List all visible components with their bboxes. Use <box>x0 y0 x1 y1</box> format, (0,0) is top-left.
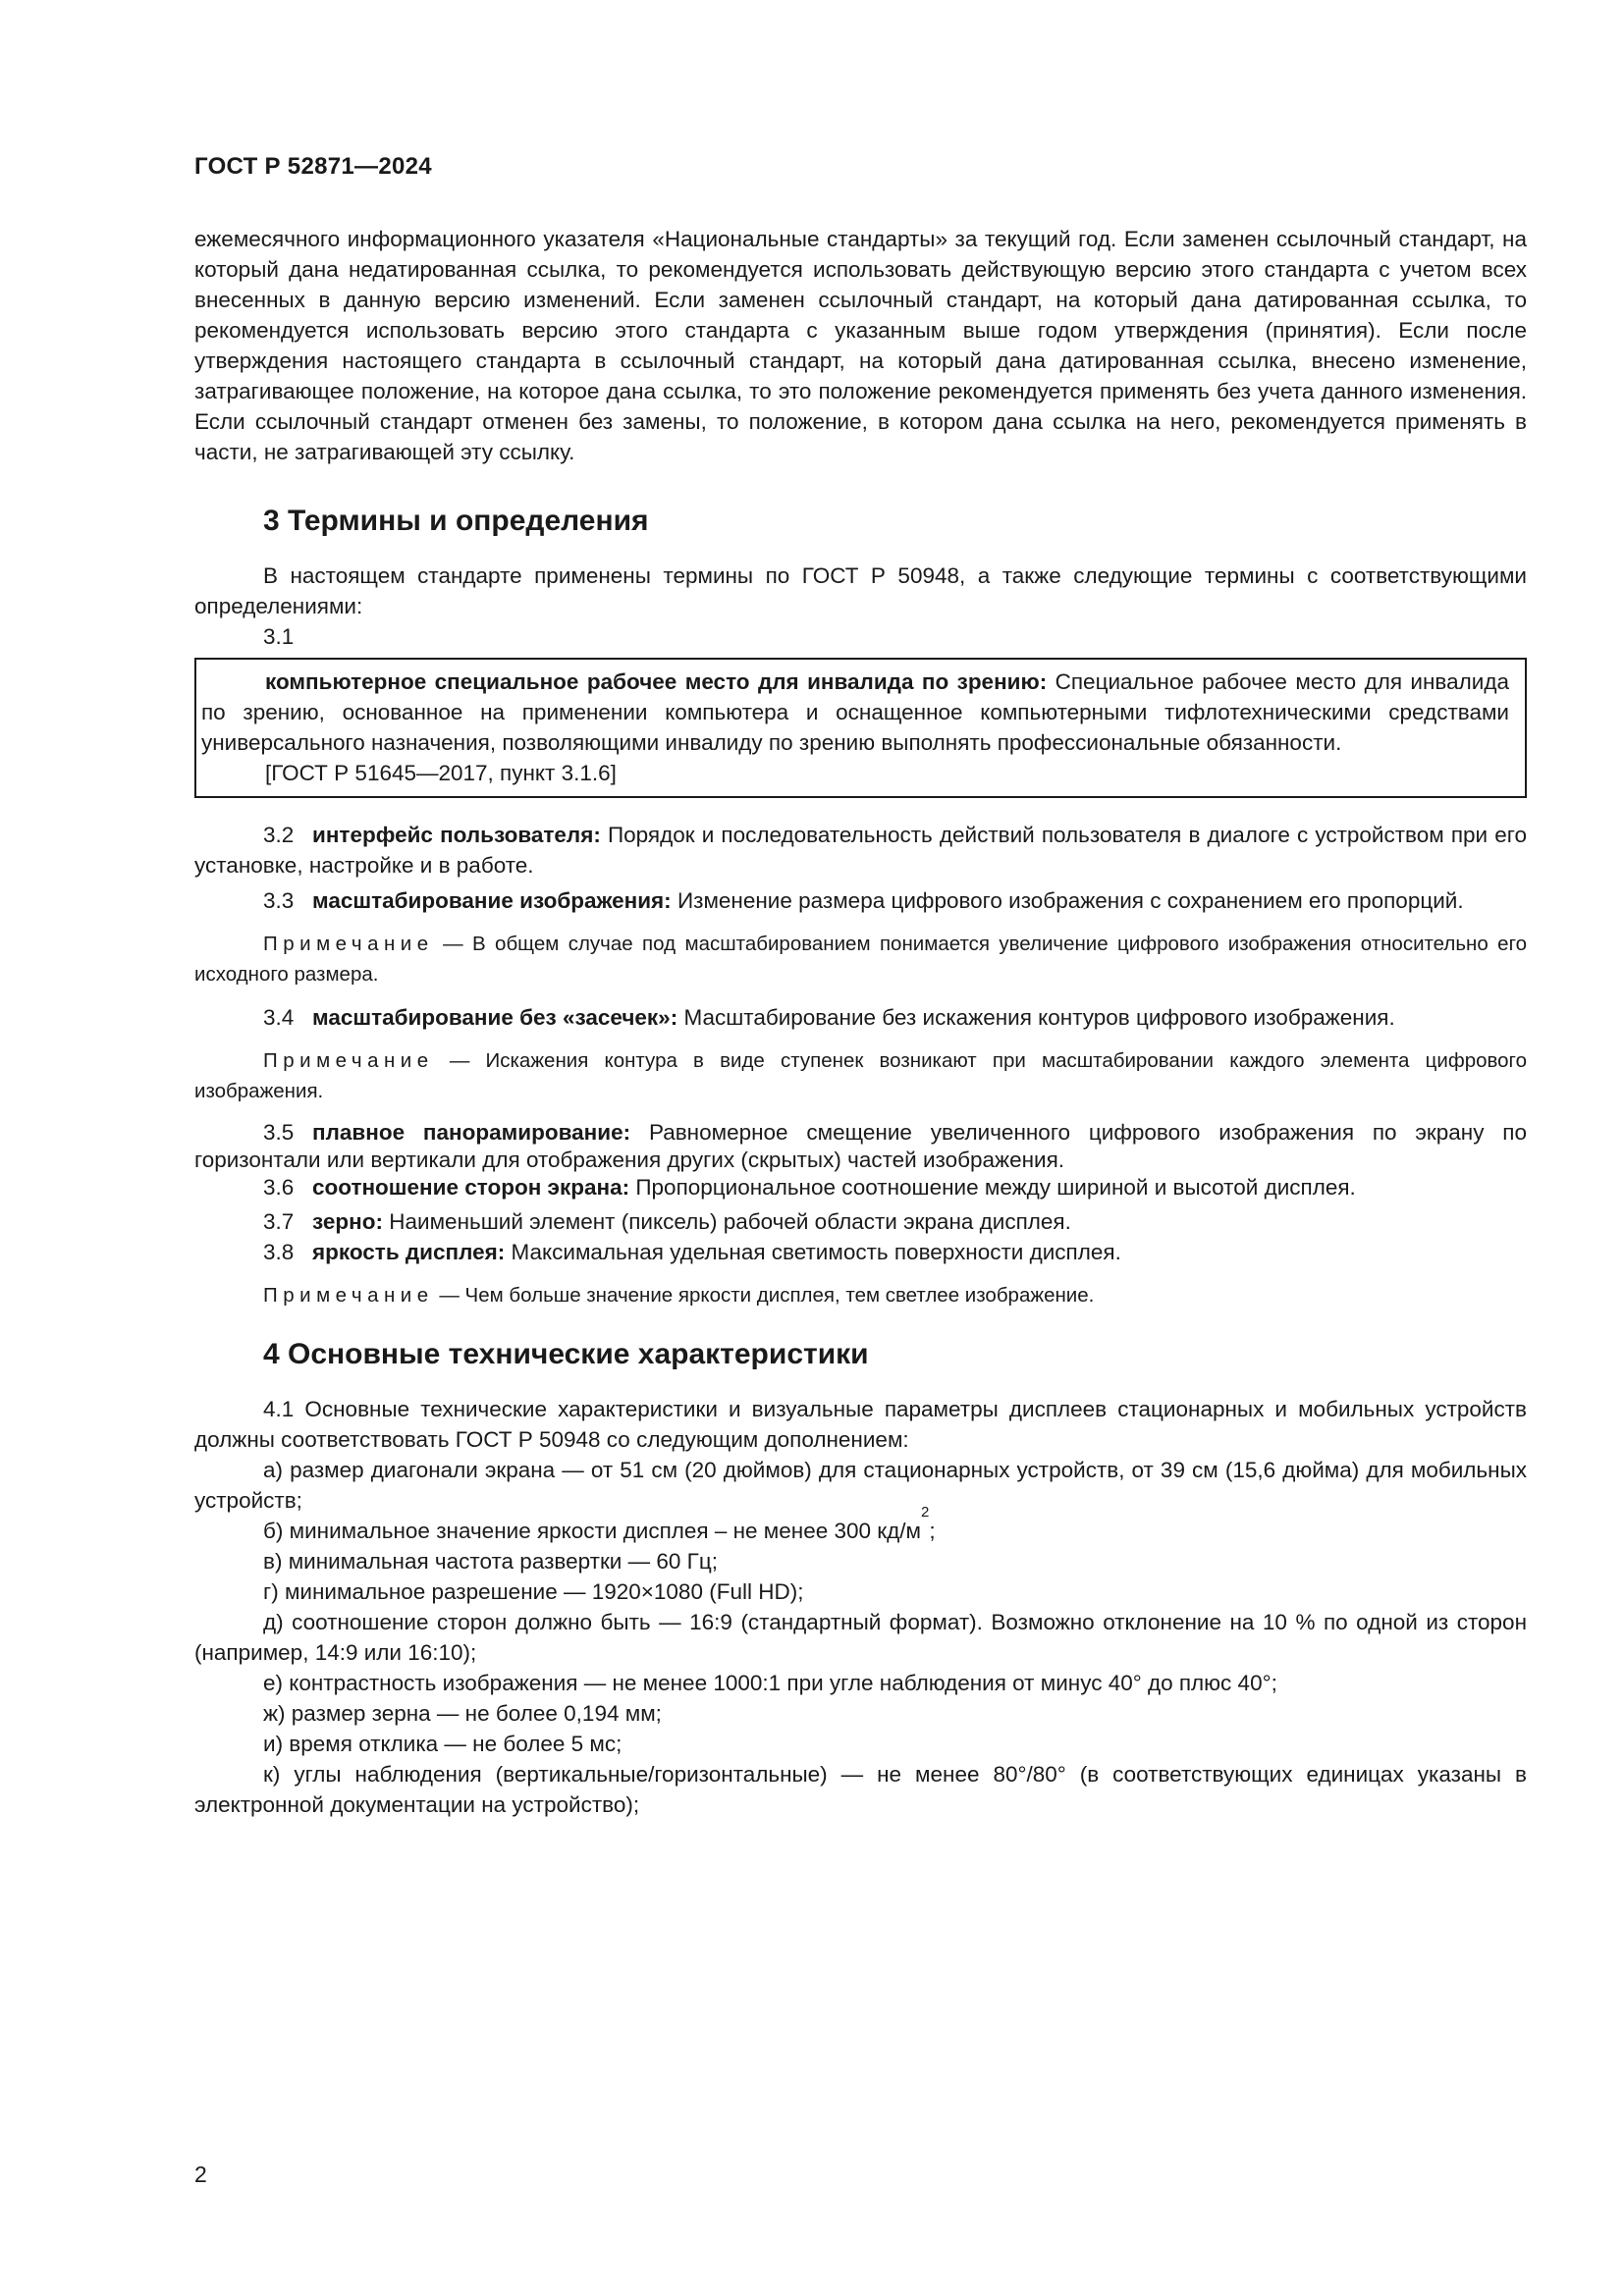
list-item: в) минимальная частота развертки — 60 Гц; <box>263 1549 718 1574</box>
page-number: 2 <box>194 2162 207 2187</box>
list-item: и) время отклика — не более 5 мс; <box>263 1732 623 1756</box>
note-label: Примечание <box>263 1049 434 1072</box>
term-name: соотношение сторон экрана: <box>312 1175 630 1200</box>
list-item: ж) размер зерна — не более 0,194 мм; <box>263 1701 662 1726</box>
list-item: е) контрастность изображения — не менее 1000:1 при угле наблюдения от минус 40° до плюс 40°; <box>263 1671 1277 1695</box>
term-number: 3.3 <box>263 888 295 913</box>
term-name: зерно: <box>312 1209 383 1234</box>
document-code-header: ГОСТ Р 52871—2024 <box>194 153 432 180</box>
term-3-2 <box>194 820 1527 881</box>
term-number: 3.5 <box>263 1120 295 1145</box>
superscript: 2 <box>920 1504 930 1521</box>
intro-paragraph: ежемесячного информационного указателя «Национальные стандарты» за текущий год. Если заменен ссылочный стандарт, на который дана недатированная ссылка, то рекомендуется использовать действующую версию этого стандарта с учетом всех внесенных в данную версию изменений. Если заменен ссылочный стандарт, на который дана датированная ссылка, то рекомендуется использовать версию этого стандарта с указанным выше годом утверждения (принятия). Если после утверждения настоящего стандарта в ссылочный стандарт, на который дана датированная ссылка, внесено изменение, затрагивающее положение, на которое дана ссылка, то это положение рекомендуется применять без учета данного изменения. Если ссылочный стандарт отменен без замены, то положение, в котором дана ссылка на него, рекомендуется применять в части, не затрагивающей эту ссылку. <box>194 227 1527 464</box>
term-3-1-text <box>201 667 1509 758</box>
term-name: масштабирование изображения: <box>312 888 672 913</box>
term-number: 3.6 <box>263 1175 295 1200</box>
section-3-intro: В настоящем стандарте применены термины по ГОСТ Р 50948, а также следующие термины с соответствующими определениями: <box>194 563 1527 618</box>
term-3-8-note <box>194 1280 1527 1310</box>
term-3-3 <box>194 885 1527 916</box>
term-3-3-note <box>194 929 1527 989</box>
list-item-text: б) минимальное значение яркости дисплея – не менее 300 кд/м <box>263 1519 921 1543</box>
term-definition: Равномерное смещение увеличенного цифрового изображения по экрану по горизонтали или вертикали для отображения других (скрытых) частей изображения. <box>194 1120 1527 1172</box>
list-item: к) углы наблюдения (вертикальные/горизонтальные) — не менее 80°/80° (в соответствующих единицах указаны в электронной документации на устройство); <box>194 1762 1527 1817</box>
term-3-1-number: 3.1 <box>263 624 295 649</box>
term-number: 3.7 <box>263 1209 295 1234</box>
term-3-1-term: компьютерное специальное рабочее место для инвалида по зрению: <box>265 669 1048 694</box>
list-item: г) минимальное разрешение — 1920×1080 (Full HD); <box>263 1579 804 1604</box>
page-content <box>194 224 1527 1820</box>
note-label: Примечание <box>263 933 434 955</box>
term-definition: Наименьший элемент (пиксель) рабочей области экрана дисплея. <box>389 1209 1071 1234</box>
list-item: а) размер диагонали экрана — от 51 см (20 дюймов) для стационарных устройств, от 39 см (15,6 дюйма) для мобильных устройств; <box>194 1458 1527 1513</box>
term-3-1-box <box>194 658 1527 798</box>
term-3-1-source: [ГОСТ Р 51645—2017, пункт 3.1.6] <box>265 761 617 785</box>
note-text: — Чем больше значение яркости дисплея, тем светлее изображение. <box>439 1284 1095 1307</box>
section-4-heading: 4 Основные технические характеристики <box>263 1338 869 1370</box>
term-definition: Максимальная удельная светимость поверхности дисплея. <box>511 1240 1121 1264</box>
term-number: 3.2 <box>263 823 295 847</box>
term-3-5 <box>194 1119 1527 1174</box>
term-3-4 <box>194 1002 1527 1033</box>
term-number: 3.4 <box>263 1005 295 1030</box>
section-3-heading: 3 Термины и определения <box>263 505 649 537</box>
term-definition: Изменение размера цифрового изображения с сохранением его пропорций. <box>677 888 1464 913</box>
term-definition: Порядок и последовательность действий пользователя в диалоге с устройством при его установке, настройке и в работе. <box>194 823 1527 878</box>
term-definition: Пропорциональное соотношение между шириной и высотой дисплея. <box>635 1175 1356 1200</box>
note-text: — Искажения контура в виде ступенек возникают при масштабировании каждого элемента цифрового изображения. <box>194 1049 1527 1102</box>
paragraph-4-1: 4.1 Основные технические характеристики и визуальные параметры дисплеев стационарных и мобильных устройств должны соответствовать ГОСТ Р 50948 со следующим дополнением: <box>194 1397 1527 1452</box>
term-definition: Масштабирование без искажения контуров цифрового изображения. <box>683 1005 1395 1030</box>
term-name: плавное панорамирование: <box>312 1120 631 1145</box>
note-label: Примечание <box>263 1284 434 1307</box>
term-3-1-definition: Специальное рабочее место для инвалида по зрению, основанное на применении компьютера и оснащенное компьютерными тифлотехническими средствами универсального назначения, позволяющими инвалиду по зрению выполнять профессиональные обязанности. <box>201 669 1509 755</box>
list-item <box>194 1504 1527 1546</box>
term-3-4-note <box>194 1045 1527 1106</box>
term-3-6 <box>194 1174 1527 1201</box>
term-number: 3.8 <box>263 1240 295 1264</box>
list-item-tail: ; <box>929 1519 936 1543</box>
term-3-8 <box>194 1237 1527 1267</box>
term-name: интерфейс пользователя: <box>312 823 601 847</box>
term-3-7 <box>194 1206 1527 1237</box>
note-text: — В общем случае под масштабированием понимается увеличение цифрового изображения относительно его исходного размера. <box>194 933 1527 986</box>
term-name: масштабирование без «засечек»: <box>312 1005 678 1030</box>
list-item: д) соотношение сторон должно быть — 16:9 (стандартный формат). Возможно отклонение на 10 % по одной из сторон (например, 14:9 или 16:10); <box>194 1610 1527 1665</box>
term-name: яркость дисплея: <box>312 1240 506 1264</box>
